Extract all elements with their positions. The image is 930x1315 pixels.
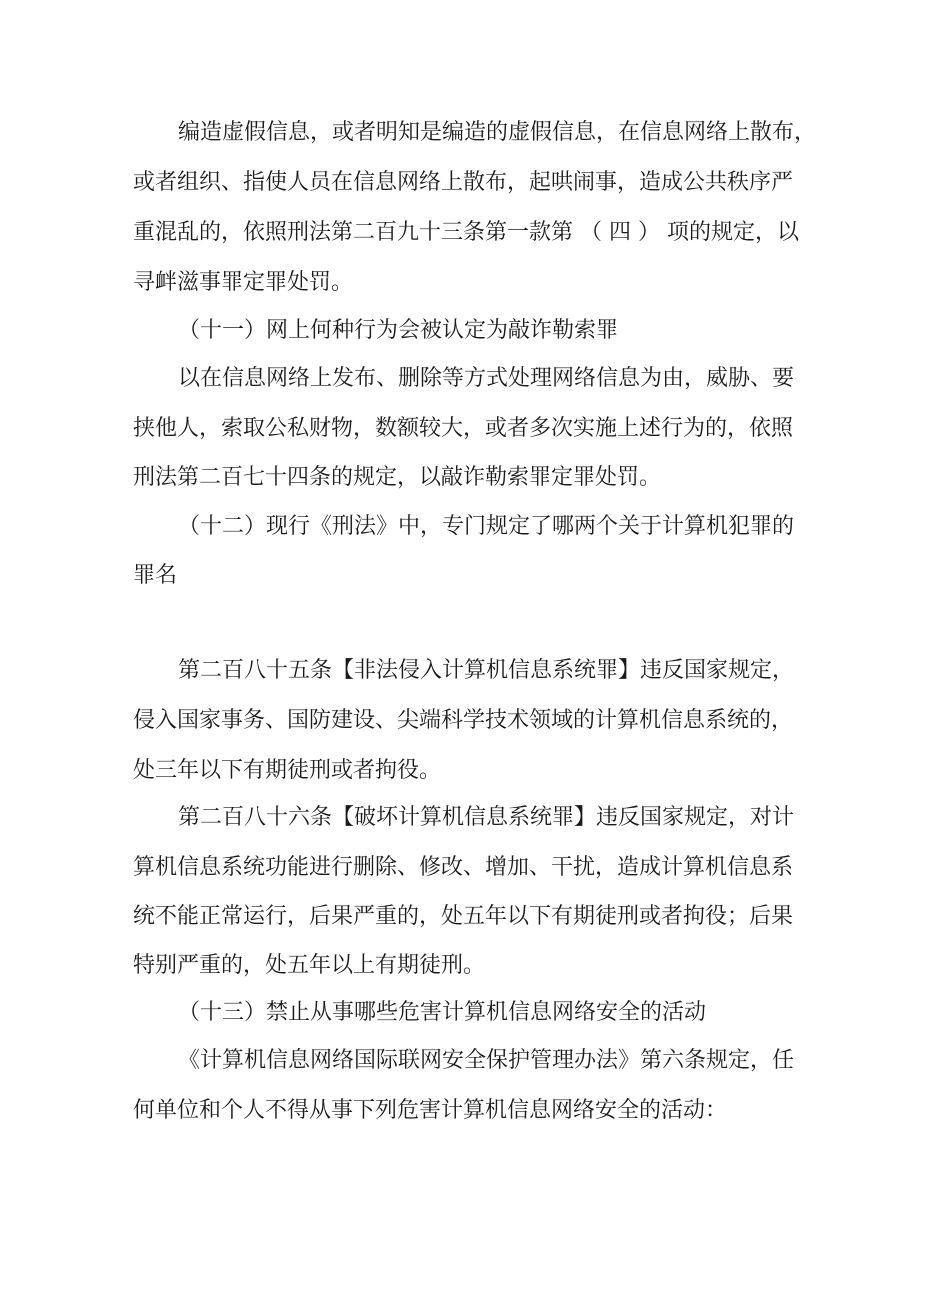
section-heading-continued: 罪名 [133, 563, 178, 588]
text-line: 以在信息网络上发布、删除等方式处理网络信息为由，威胁、要 [178, 366, 795, 391]
text-line: 侵入国家事务、国防建设、尖端科学技术领域的计算机信息系统的， [133, 708, 794, 733]
text-line: 算机信息系统功能进行删除、修改、增加、干扰，造成计算机信息系 [133, 855, 794, 880]
text-line: 统不能正常运行，后果严重的，处五年以下有期徒刑或者拘役；后果 [133, 904, 794, 929]
text-line: 或者组织、指使人员在信息网络上散布，起哄闹事，造成公共秩序严 [133, 170, 794, 195]
text-line: 寻衅滋事罪定罪处罚。 [133, 270, 354, 295]
text-line: 何单位和个人不得从事下列危害计算机信息网络安全的活动： [133, 1098, 728, 1123]
text-line: 挟他人，索取公私财物，数额较大，或者多次实施上述行为的，依照 [133, 416, 794, 441]
section-heading: （十三）禁止从事哪些危害计算机信息网络安全的活动 [178, 1000, 707, 1025]
text-line: 编造虚假信息，或者明知是编造的虚假信息，在信息网络上散布， [178, 120, 817, 145]
section-heading: （十二）现行《刑法》中，专门规定了哪两个关于计算机犯罪的 [178, 514, 795, 539]
text-line: 重混乱的，依照刑法第二百九十三条第一款第 （ 四 ） 项的规定，以 [133, 220, 799, 245]
text-line: 刑法第二百七十四条的规定，以敲诈勒索罪定罪处罚。 [133, 465, 662, 490]
text-line: 《计算机信息网络国际联网安全保护管理办法》第六条规定，任 [178, 1048, 795, 1073]
text-line: 第二百八十五条【非法侵入计算机信息系统罪】违反国家规定， [178, 658, 795, 683]
text-line: 处三年以下有期徒刑或者拘役。 [133, 758, 442, 783]
section-heading: （十一）网上何种行为会被认定为敲诈勒索罪 [178, 318, 619, 343]
text-line: 第二百八十六条【破坏计算机信息系统罪】违反国家规定，对计 [178, 805, 795, 830]
text-line: 特别严重的，处五年以上有期徒刑。 [133, 953, 486, 978]
